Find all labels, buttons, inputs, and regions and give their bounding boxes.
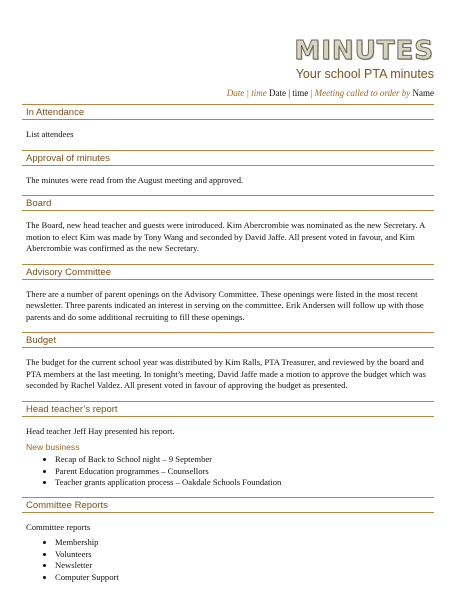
committee-text[interactable]: Committee reports — [26, 521, 91, 532]
section-budget — [22, 332, 434, 392]
section-heading-attendance: In Attendance — [22, 104, 434, 120]
attendance-text[interactable]: List attendees — [26, 129, 74, 139]
minutes-body — [22, 104, 434, 591]
section-attendance — [22, 104, 434, 141]
head-teacher-text[interactable]: Head teacher Jeff Hay presented his report. — [26, 425, 175, 436]
list-item[interactable]: • Parent Education programmes – Counsellors — [55, 466, 434, 478]
board-text[interactable]: The Board, new head teacher and guests were introduced. Kim Abercrombie was nominated as the new Secretary. A motion to elect Kim was made by Tony Wang and seconded by David Jaffe. All present voted in favour, and Kim Abercrombie was confirmed as the new Secretary. — [26, 220, 425, 253]
section-heading-committee: Committee Reports — [22, 497, 434, 513]
date-time-value[interactable]: Date | time — [269, 88, 309, 98]
new-business-heading: New business — [26, 442, 80, 452]
section-heading-board: Board — [22, 195, 434, 211]
section-head-teacher — [22, 401, 434, 489]
document-title: MINUTES — [294, 36, 434, 66]
called-by-value[interactable]: Name — [412, 88, 434, 98]
list-item[interactable]: • Membership — [55, 537, 434, 549]
list-item[interactable]: • Teacher grants application process – Oakdale Schools Foundation — [55, 477, 434, 489]
section-board — [22, 195, 434, 255]
list-item[interactable]: • Volunteers — [55, 549, 434, 561]
new-business-list — [22, 454, 434, 489]
date-time-label: Date | time — [226, 88, 267, 98]
approval-text[interactable]: The minutes were read from the August meeting and approved. — [26, 174, 244, 185]
list-item[interactable]: • Recap of Back to School night – 9 September — [55, 454, 434, 466]
meeting-meta-line — [227, 88, 434, 98]
advisory-text[interactable]: There are a number of parent openings on the Advisory Committee. These openings were listed in the most recent newsletter. Three parents indicated an interest in serving on the committee. Erik Andersen will follow up with those parents and do some additional recruiting to fill these openings. — [26, 288, 424, 322]
committee-list — [22, 537, 434, 583]
document-subtitle: Your school PTA minutes — [295, 67, 434, 81]
section-approval — [22, 150, 434, 187]
budget-text[interactable]: The budget for the current school year was distributed by Kim Ralls, PTA Treasurer, and reviewed by the board and PTA members at the last meeting. In tonight’s meeting, David Jaffe made a motion to approve the budget which was seconded by Rachel Valdez. All present voted in favour of approving the budget as presented. — [26, 357, 426, 390]
list-item[interactable]: • Newsletter — [55, 560, 434, 572]
section-heading-approval: Approval of minutes — [22, 150, 434, 166]
section-committee — [22, 497, 434, 584]
called-by-label: Meeting called to order by — [314, 88, 411, 98]
section-heading-head-teacher: Head teacher’s report — [22, 401, 434, 417]
meta-separator: | — [310, 88, 313, 98]
list-item[interactable]: • Computer Support — [55, 572, 434, 584]
section-advisory — [22, 264, 434, 324]
section-heading-advisory: Advisory Committee — [22, 264, 434, 280]
section-heading-budget: Budget — [22, 332, 434, 348]
